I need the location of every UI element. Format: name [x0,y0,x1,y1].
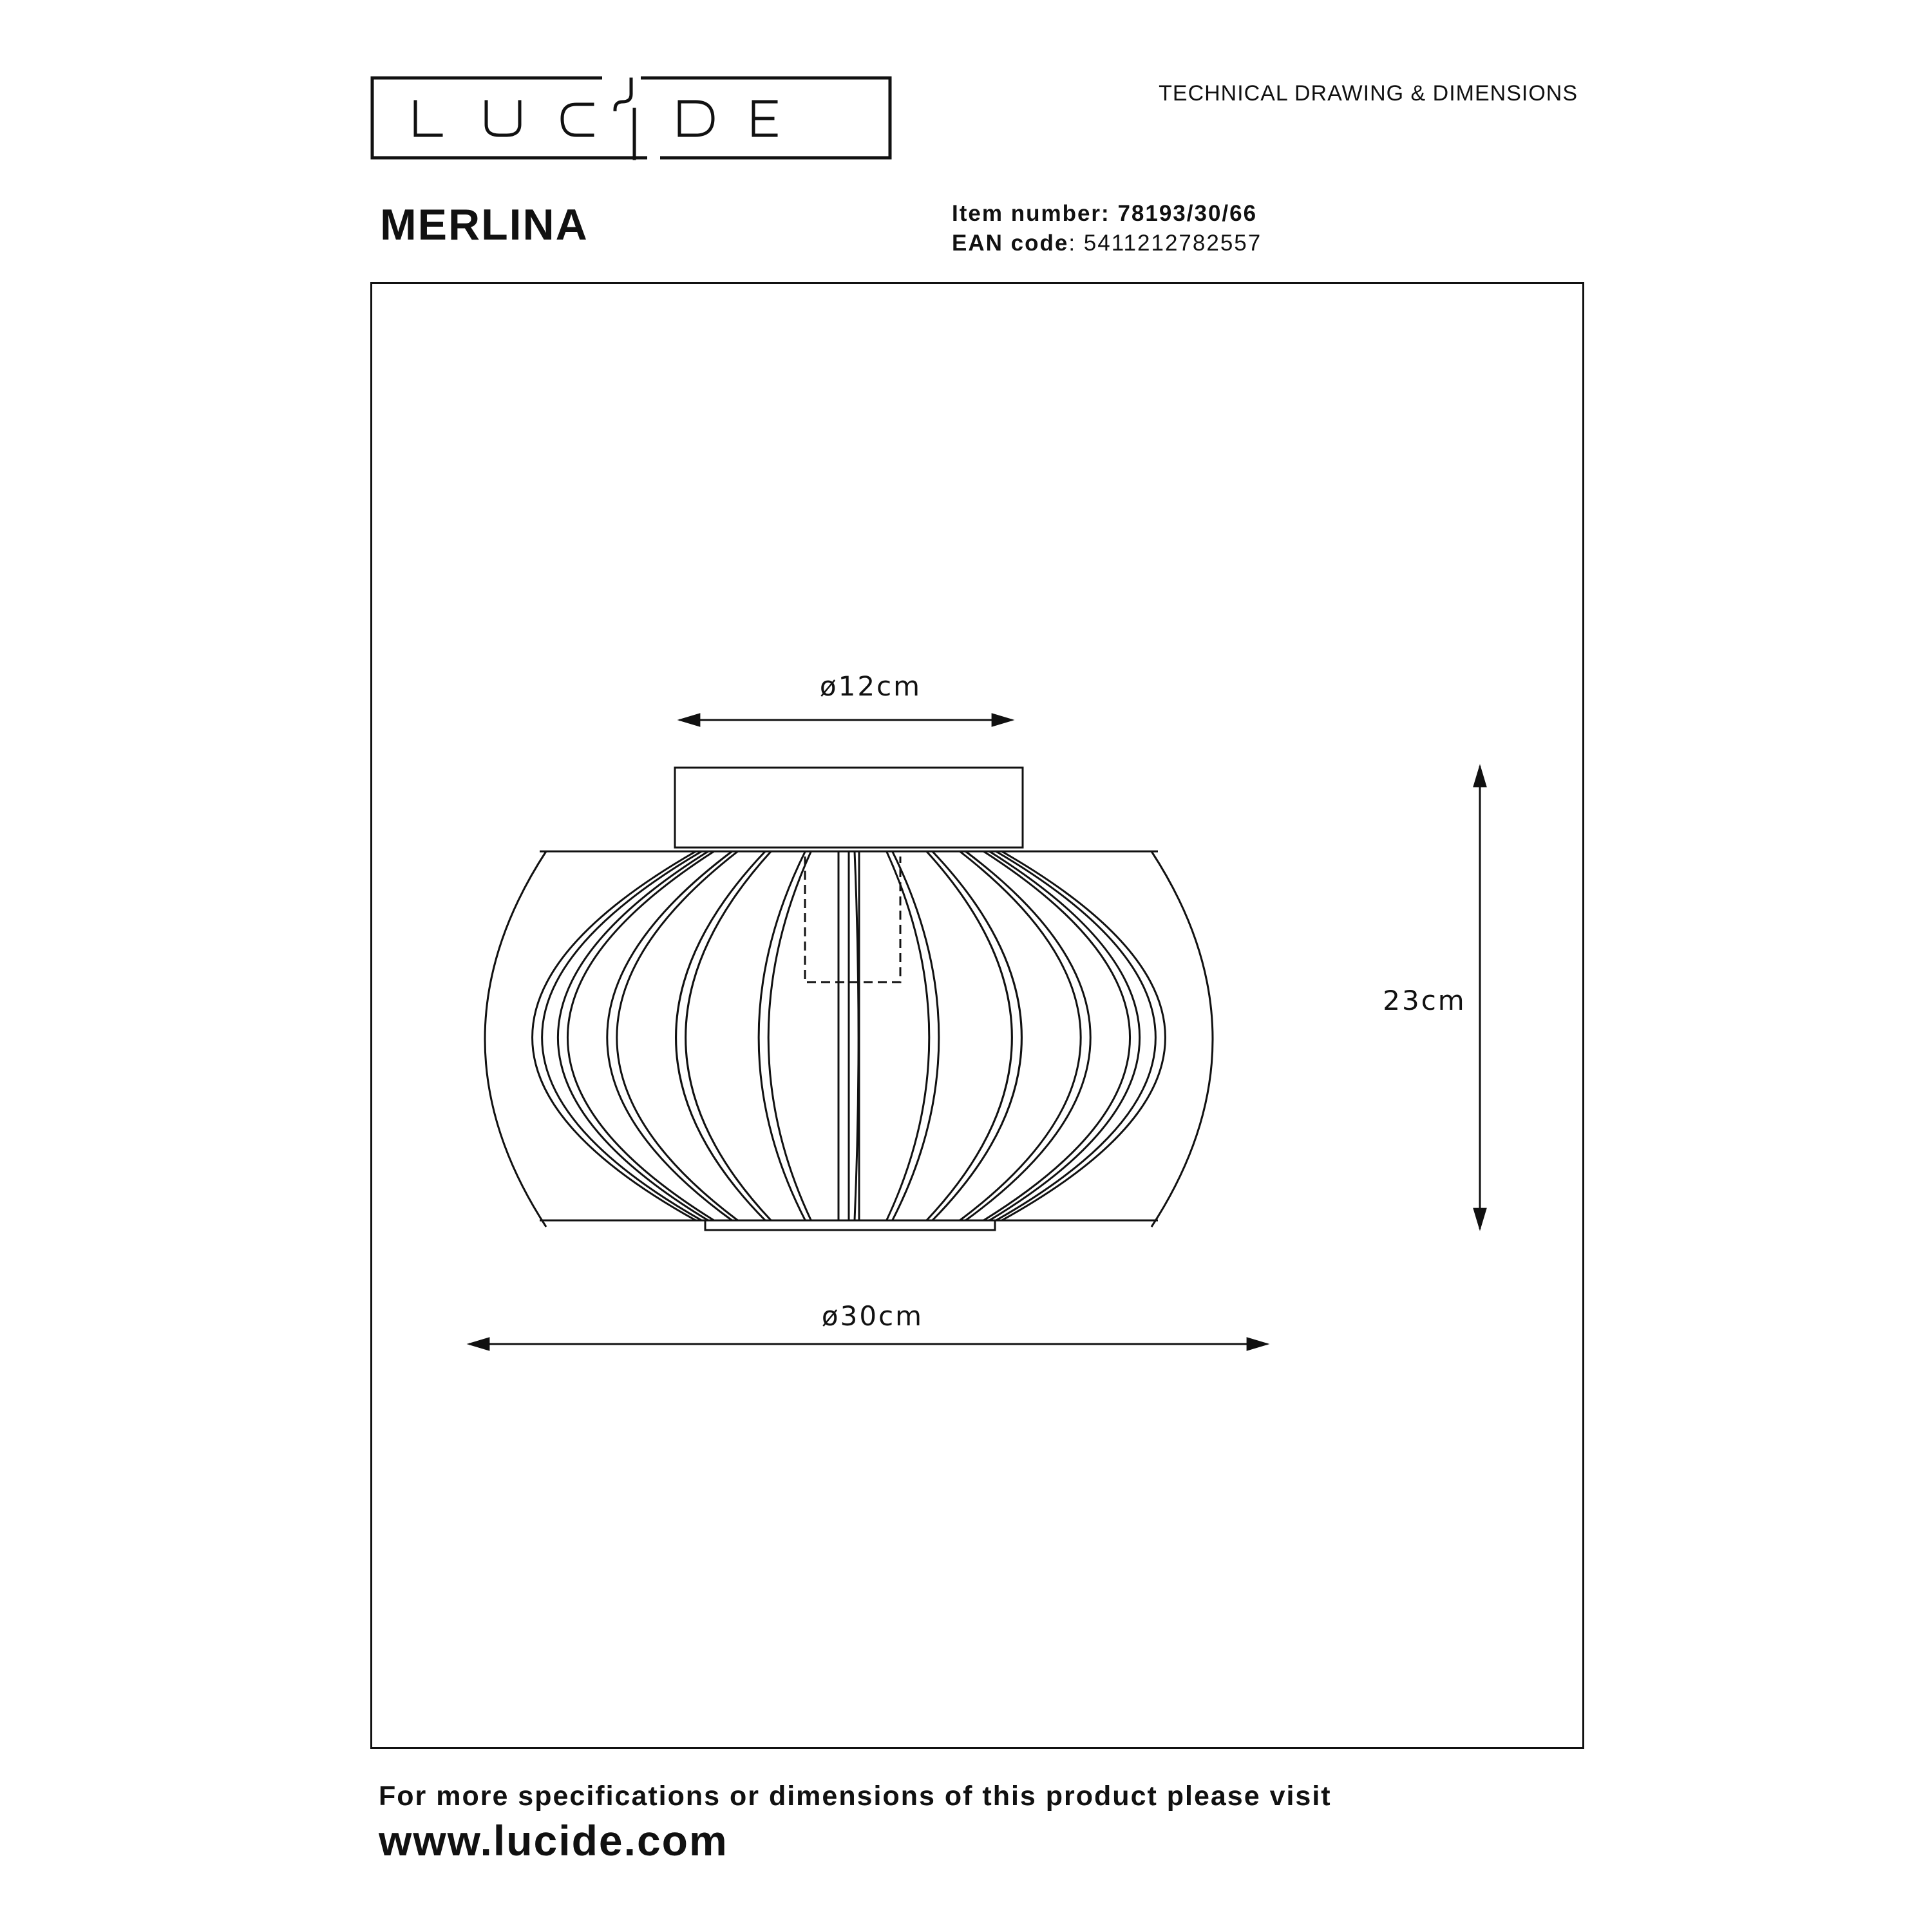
item-number-label: Item number: [952,201,1110,226]
ean-label: EAN code [952,231,1069,256]
ceiling-canopy [675,768,1023,848]
cage-rib [567,851,714,1220]
cage-rib [965,851,1090,1220]
bottom-diameter-label: ø30cm [821,1300,924,1332]
item-number: 78193/30/66 [1117,201,1258,226]
footer-note: For more specifications or dimensions of this product please visit [379,1781,1332,1812]
lamp-cage [485,851,1213,1227]
top-diameter-label: ø12cm [819,670,922,702]
bulb-outline [805,857,900,982]
cage-rib [855,851,858,1220]
cage-rib [607,851,732,1220]
cage-rib [676,851,766,1220]
cage-rib [933,851,1022,1220]
cage-rib [983,851,1130,1220]
cage-rib [887,851,929,1220]
height-label: 23cm [1383,985,1466,1016]
cage-rib [533,851,696,1220]
cage-rib [1002,851,1166,1220]
document-type: TECHNICAL DRAWING & DIMENSIONS [1159,81,1578,106]
cage-rib [893,851,939,1220]
base-ring [705,1220,995,1230]
product-name: MERLINA [380,200,589,249]
ean-code: : 5411212782557 [1068,231,1262,256]
cage-rib [759,851,805,1220]
footer-url[interactable]: www.lucide.com [379,1817,728,1864]
